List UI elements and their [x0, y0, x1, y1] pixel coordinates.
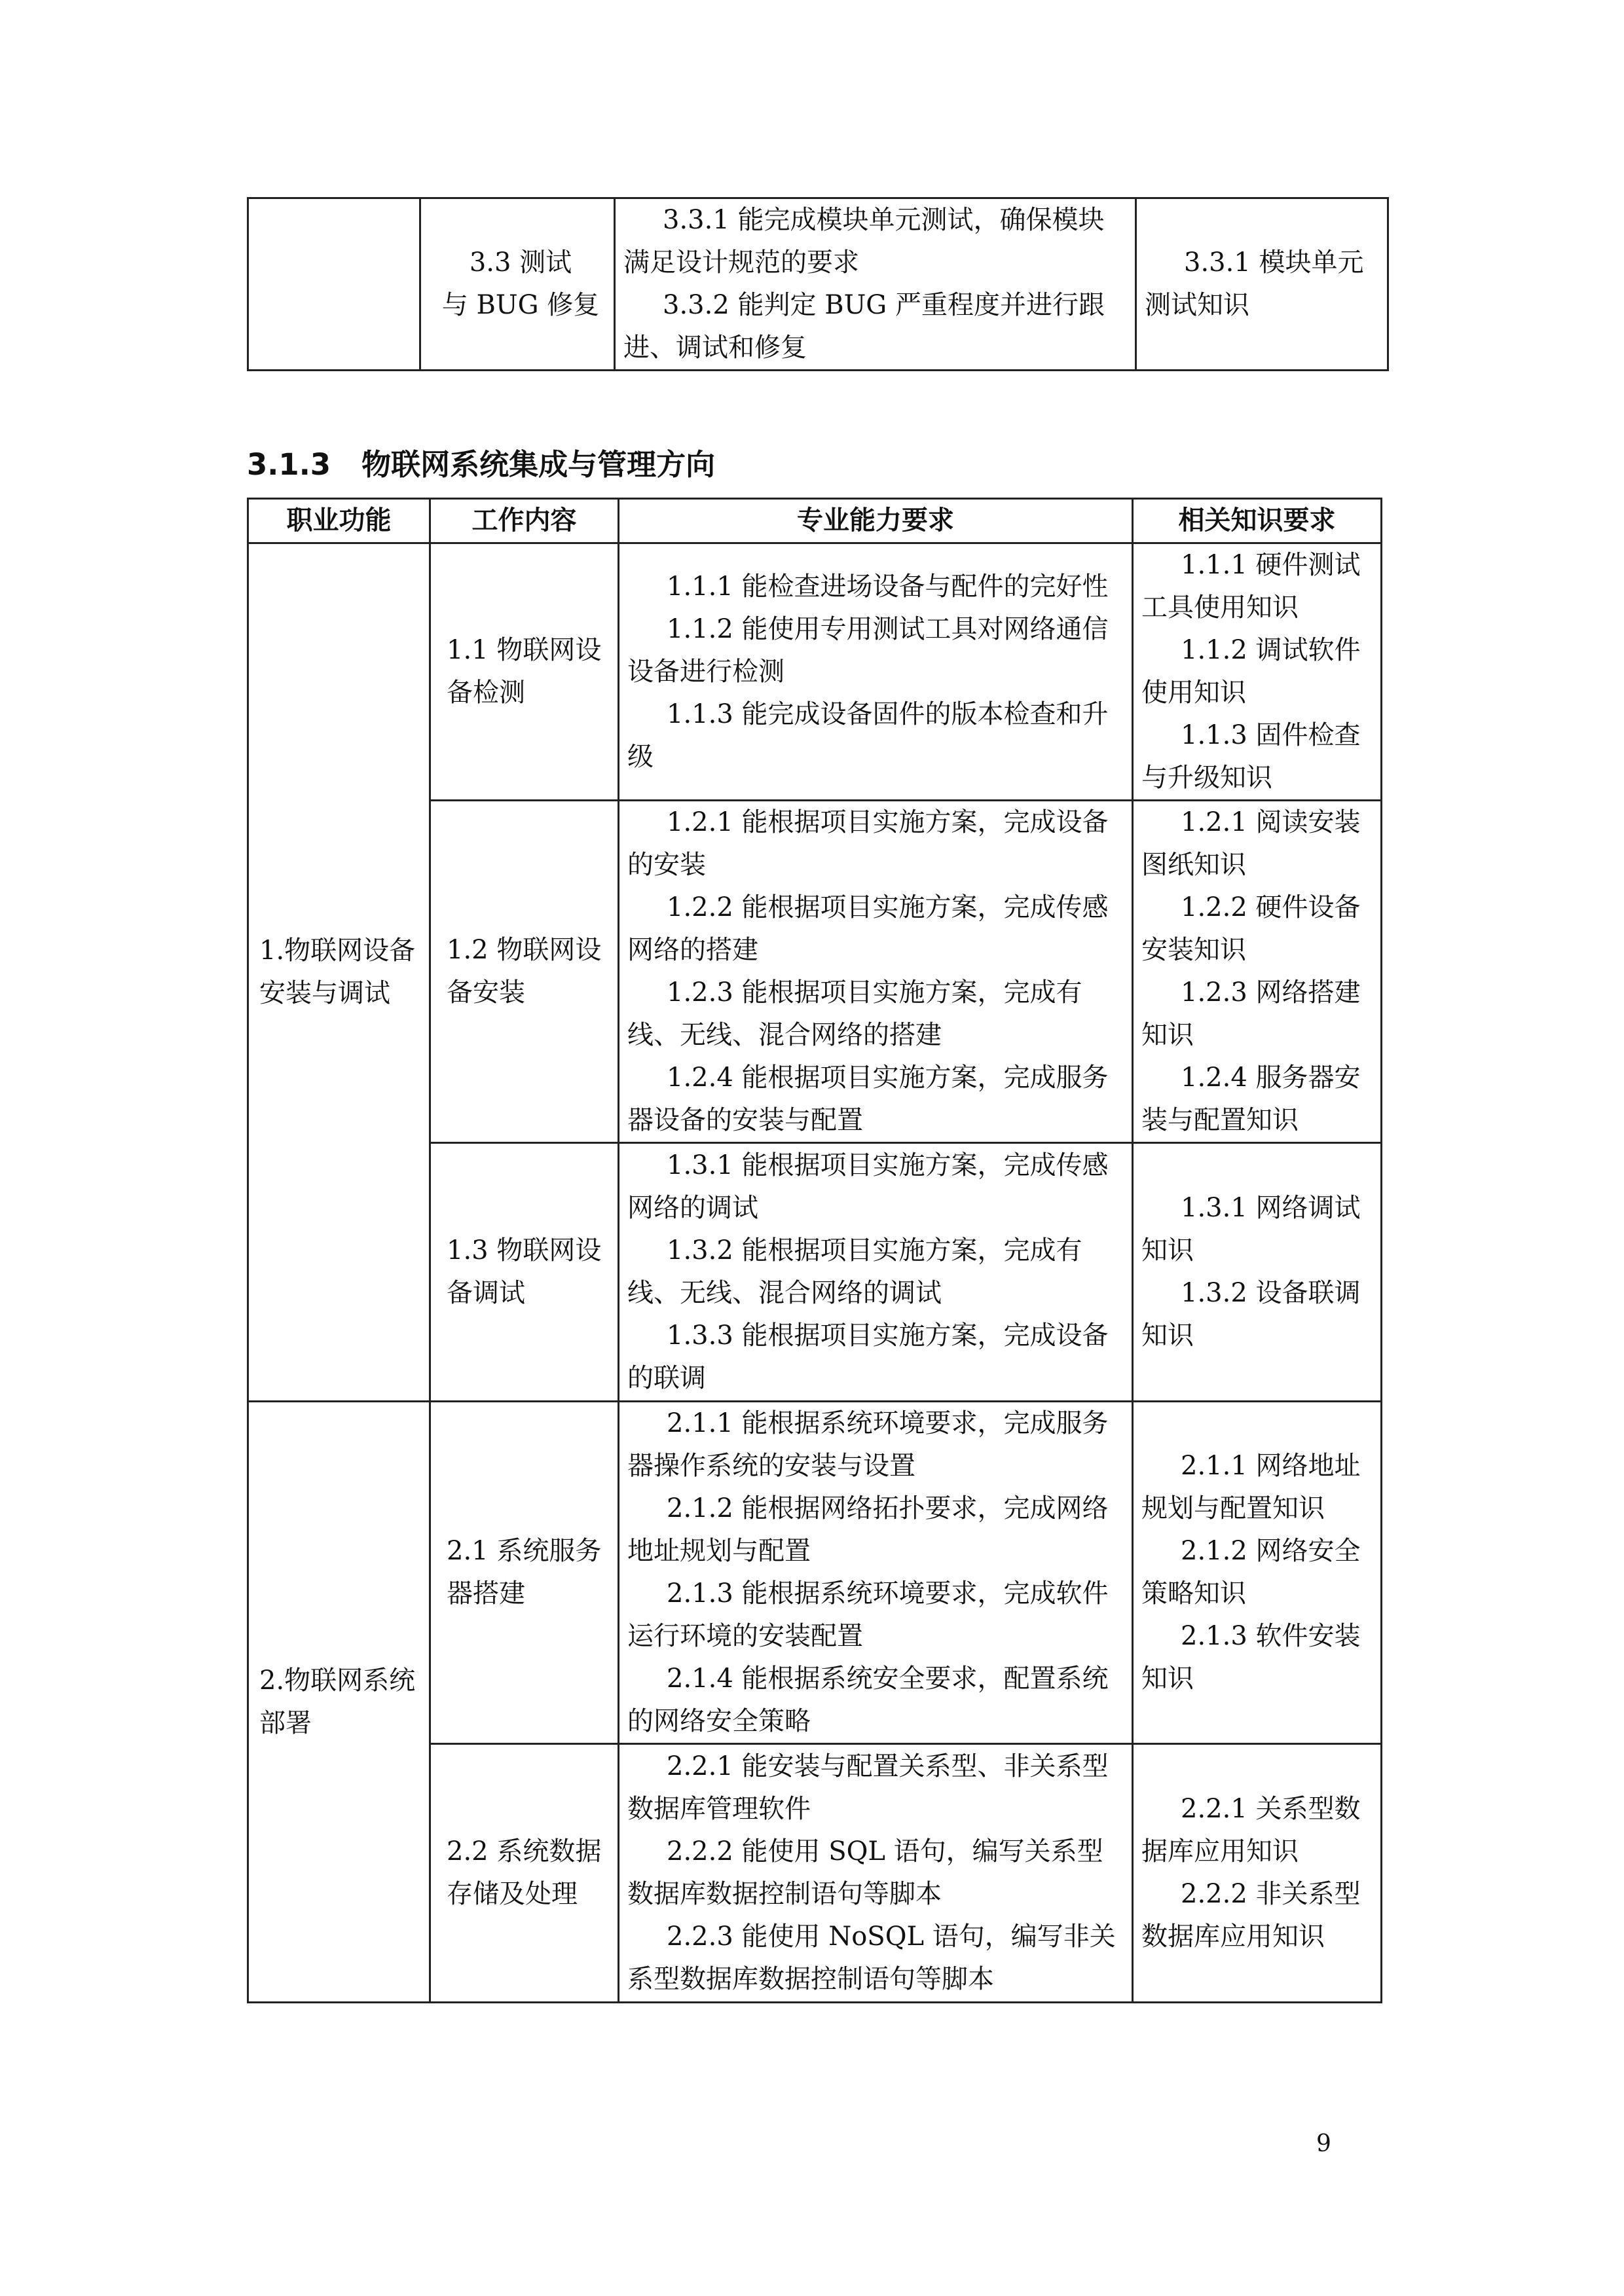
knowledge-item: 1.1.3 固件检查与升级知识 [1141, 720, 1361, 793]
ability-item: 1.2.3 能根据项目实施方案，完成有线、无线、混合网络的搭建 [627, 977, 1082, 1050]
knowledge-cell [1136, 198, 1388, 371]
ability-item: 2.1.2 能根据网络拓扑要求，完成网络地址规划与配置 [627, 1493, 1109, 1566]
header-work: 工作内容 [430, 499, 619, 543]
ability-cell [619, 1744, 1133, 2003]
ability-item: 2.1.1 能根据系统环境要求，完成服务器操作系统的安装与设置 [627, 1408, 1109, 1481]
ability-item: 1.1.2 能使用专用测试工具对网络通信设备进行检测 [627, 613, 1109, 687]
ability-cell [619, 543, 1133, 801]
knowledge-item: 1.2.3 网络搭建知识 [1141, 977, 1361, 1050]
ability-cell [619, 801, 1133, 1143]
work-content-cell: 1.3 物联网设备调试 [430, 1143, 619, 1402]
work-content-cell: 1.2 物联网设备安装 [430, 801, 619, 1143]
knowledge-item: 1.1.1 硬件测试工具使用知识 [1141, 550, 1361, 623]
knowledge-cell [1133, 543, 1382, 801]
ability-cell [615, 198, 1136, 371]
ability-item: 1.2.4 能根据项目实施方案，完成服务器设备的安装与配置 [627, 1063, 1109, 1135]
ability-cell [619, 1143, 1133, 1402]
knowledge-cell [1133, 1143, 1382, 1402]
ability-item: 1.2.1 能根据项目实施方案，完成设备的安装 [627, 807, 1109, 880]
ability-item: 3.3.2 能判定 BUG 严重程度并进行跟进、调试和修复 [623, 290, 1105, 363]
ability-item: 1.1.1 能检查进场设备与配件的完好性 [667, 571, 1109, 602]
ability-item: 1.1.3 能完成设备固件的版本检查和升级 [627, 699, 1109, 772]
knowledge-item: 2.2.1 关系型数据库应用知识 [1141, 1794, 1361, 1867]
function-cell: 1.物联网设备安装与调试 [248, 543, 430, 1402]
work-content-cell: 3.3 测试 与 BUG 修复 [420, 198, 615, 371]
knowledge-item: 1.2.2 硬件设备安装知识 [1141, 892, 1361, 965]
knowledge-item: 2.1.2 网络安全策略知识 [1141, 1536, 1361, 1609]
table-row [248, 198, 1388, 371]
function-cell [248, 198, 420, 371]
ability-item: 1.2.2 能根据项目实施方案，完成传感网络的搭建 [627, 892, 1109, 965]
ability-item: 2.2.2 能使用 SQL 语句，编写关系型数据库数据控制语句等脚本 [627, 1836, 1103, 1909]
header-ability: 专业能力要求 [619, 499, 1133, 543]
ability-item: 1.3.3 能根据项目实施方案，完成设备的联调 [627, 1321, 1109, 1393]
continued-table [247, 197, 1389, 371]
header-function: 职业功能 [248, 499, 430, 543]
requirements-table [247, 498, 1382, 2003]
table-header-row [248, 499, 1382, 543]
ability-cell [619, 1402, 1133, 1744]
table-row [248, 543, 1382, 801]
knowledge-item: 1.3.1 网络调试知识 [1141, 1193, 1361, 1266]
ability-item: 1.3.1 能根据项目实施方案，完成传感网络的调试 [627, 1150, 1109, 1223]
knowledge-item: 2.2.2 非关系型数据库应用知识 [1141, 1879, 1361, 1952]
knowledge-cell [1133, 801, 1382, 1143]
knowledge-cell [1133, 1744, 1382, 2003]
knowledge-item: 2.1.3 软件安装知识 [1141, 1621, 1361, 1694]
ability-item: 2.2.3 能使用 NoSQL 语句，编写非关系型数据库数据控制语句等脚本 [627, 1922, 1116, 1994]
ability-item: 1.3.2 能根据项目实施方案，完成有线、无线、混合网络的调试 [627, 1235, 1082, 1308]
section-heading: 3.1.3 物联网系统集成与管理方向 [247, 447, 716, 482]
knowledge-item: 1.2.4 服务器安装与配置知识 [1141, 1063, 1361, 1135]
work-content-cell: 2.1 系统服务器搭建 [430, 1402, 619, 1744]
knowledge-item: 2.1.1 网络地址规划与配置知识 [1141, 1451, 1361, 1523]
table-row [248, 1402, 1382, 1744]
ability-item: 3.3.1 能完成模块单元测试，确保模块满足设计规范的要求 [623, 205, 1105, 278]
knowledge-item: 1.2.1 阅读安装图纸知识 [1141, 807, 1361, 880]
knowledge-item: 3.3.1 模块单元测试知识 [1145, 247, 1364, 320]
page-number: 9 [1316, 2130, 1331, 2157]
work-content-cell: 1.1 物联网设备检测 [430, 543, 619, 801]
knowledge-item: 1.3.2 设备联调知识 [1141, 1278, 1361, 1351]
function-cell: 2.物联网系统部署 [248, 1402, 430, 2003]
knowledge-cell [1133, 1402, 1382, 1744]
work-content-cell: 2.2 系统数据存储及处理 [430, 1744, 619, 2003]
ability-item: 2.1.4 能根据系统安全要求，配置系统的网络安全策略 [627, 1664, 1109, 1736]
header-knowledge: 相关知识要求 [1133, 499, 1382, 543]
ability-item: 2.1.3 能根据系统环境要求，完成软件运行环境的安装配置 [627, 1578, 1109, 1651]
knowledge-item: 1.1.2 调试软件使用知识 [1141, 635, 1361, 708]
ability-item: 2.2.1 能安装与配置关系型、非关系型数据库管理软件 [627, 1751, 1109, 1824]
